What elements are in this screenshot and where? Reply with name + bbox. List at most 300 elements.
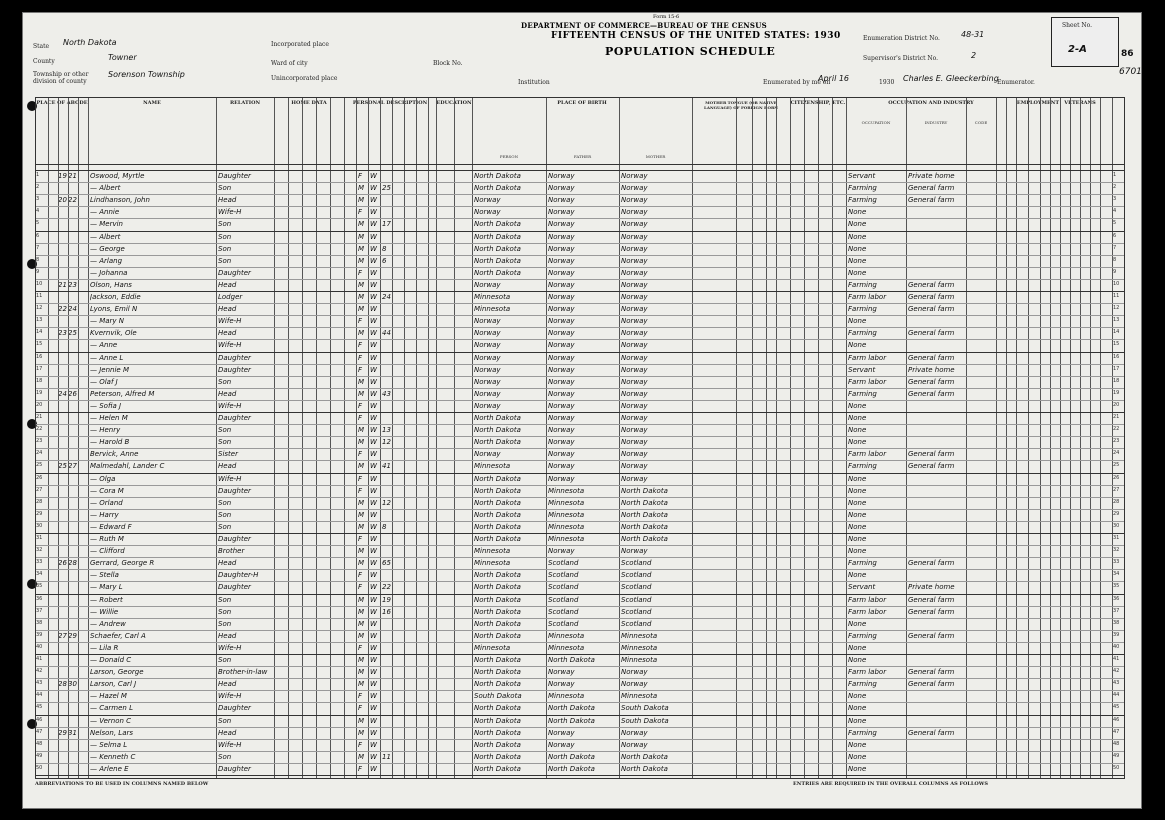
grid-column-line	[776, 98, 777, 778]
industry: General farm	[908, 389, 955, 398]
birthplace-person: North Dakota	[474, 522, 521, 531]
occupation: None	[848, 256, 867, 265]
birthplace-person: North Dakota	[474, 680, 521, 689]
birthplace-father: Norway	[548, 196, 575, 205]
birthplace-person: North Dakota	[474, 426, 521, 435]
grid-row-line	[36, 533, 1124, 534]
birthplace-person: Norway	[474, 196, 501, 205]
birthplace-father: Norway	[548, 353, 575, 362]
race: W	[370, 220, 377, 229]
birthplace-person: Norway	[474, 353, 501, 362]
race: W	[370, 680, 377, 689]
birthplace-mother: Norway	[621, 196, 648, 205]
birthplace-person: North Dakota	[474, 752, 521, 761]
race: W	[370, 208, 377, 217]
relation: Daughter	[218, 535, 251, 543]
group-education: EDUCATION	[436, 100, 472, 106]
grid-row-line	[36, 424, 1124, 425]
group-occupation: OCCUPATION AND INDUSTRY	[888, 100, 974, 106]
person-name: — Mary L	[90, 583, 123, 592]
grid-column-line	[906, 98, 907, 778]
person-name: — Mervin	[90, 220, 123, 229]
stamp-number: 86	[1121, 49, 1134, 59]
birthplace-father: Norway	[548, 414, 575, 422]
enum-date-value: April 16	[818, 74, 850, 83]
grid-column-line	[88, 98, 89, 778]
grid-row-line	[36, 412, 1124, 413]
relation: Daughter	[218, 172, 251, 180]
age: 8	[382, 522, 387, 531]
occupation: None	[848, 232, 867, 241]
grid-column-line	[996, 98, 997, 778]
race: W	[370, 752, 377, 761]
occupation: Farming	[848, 196, 877, 205]
relation: Son	[218, 438, 232, 447]
age: 17	[382, 220, 391, 229]
birthplace-person: South Dakota	[474, 692, 522, 701]
family-number: 30	[68, 680, 77, 689]
occupation: None	[848, 244, 867, 253]
birthplace-father: Norway	[548, 365, 575, 374]
birthplace-father: Norway	[548, 208, 575, 217]
birthplace-mother: South Dakota	[621, 716, 669, 725]
occupation: None	[848, 752, 867, 761]
occupation: None	[848, 510, 867, 519]
row-number: 25	[36, 462, 43, 469]
row-number: 16	[36, 353, 43, 360]
grid-row-line	[36, 739, 1124, 740]
sex: M	[358, 196, 365, 205]
subhdr-father: FATHER	[573, 154, 592, 159]
grid-column-line	[1060, 98, 1061, 778]
occupation: None	[848, 571, 867, 580]
grid-column-line	[1080, 98, 1081, 778]
dwelling-number: 22	[58, 305, 67, 314]
person-name: — Arlene E	[90, 764, 129, 773]
row-number: 33	[36, 559, 43, 566]
incorporated-label: Incorporated place	[271, 41, 329, 48]
subhdr-mother: MOTHER	[645, 154, 666, 159]
birthplace-person: North Dakota	[474, 414, 521, 422]
unincorporated-label: Unincorporated place	[271, 75, 338, 82]
relation: Head	[218, 728, 237, 737]
grid-row-line	[36, 606, 1124, 607]
row-number: 43	[36, 680, 43, 687]
sex: M	[358, 244, 365, 253]
grid-row-line	[36, 400, 1124, 401]
occupation: None	[848, 426, 867, 435]
sheet-value: 2-A	[1068, 44, 1087, 55]
group-home-data: HOME DATA	[291, 100, 327, 106]
sex: M	[358, 329, 365, 338]
group-place-of-abode: PLACE OF ABODE	[36, 100, 88, 106]
occupation: Farming	[848, 184, 877, 193]
birthplace-father: Norway	[548, 389, 575, 398]
birthplace-father: Minnesota	[548, 510, 585, 519]
person-name: — Johanna	[90, 268, 128, 277]
age: 12	[382, 498, 391, 507]
group-relation: RELATION	[229, 100, 261, 106]
dwelling-number: 25	[58, 462, 67, 471]
birthplace-mother: Scotland	[621, 571, 652, 580]
birthplace-father: Minnesota	[548, 522, 585, 531]
birthplace-person: North Dakota	[474, 184, 521, 193]
person-name: Peterson, Alfred M	[90, 389, 155, 398]
occupation: None	[848, 547, 867, 556]
race: W	[370, 474, 377, 483]
industry: General farm	[908, 353, 955, 362]
industry: General farm	[908, 595, 955, 604]
family-number: 22	[68, 196, 77, 205]
row-number-right: 25	[1113, 462, 1120, 469]
birthplace-mother: Norway	[621, 377, 648, 386]
birthplace-mother: Minnesota	[621, 656, 658, 664]
grid-row-line	[36, 339, 1124, 340]
industry: General farm	[908, 728, 955, 737]
group-name: NAME	[143, 100, 161, 106]
occupation: Servant	[848, 583, 876, 592]
grid-column-line	[1028, 98, 1029, 778]
race: W	[370, 401, 377, 410]
person-name: Schaefer, Carl A	[90, 631, 146, 640]
dwelling-number: 20	[58, 196, 67, 205]
race: W	[370, 764, 377, 773]
grid-column-line	[832, 98, 833, 778]
sex: M	[358, 559, 365, 568]
relation: Daughter	[218, 583, 251, 592]
birthplace-mother: Norway	[621, 256, 648, 265]
grid-column-line	[619, 98, 620, 778]
person-name: Kvernvik, Ole	[90, 329, 137, 338]
row-number-right: 21	[1113, 414, 1120, 420]
grid-row-line	[36, 448, 1124, 449]
age: 11	[382, 752, 391, 761]
race: W	[370, 692, 377, 701]
birthplace-father: Minnesota	[548, 631, 585, 640]
sex: F	[358, 341, 363, 350]
sex: M	[358, 522, 365, 531]
birthplace-mother: Norway	[621, 365, 648, 374]
race: W	[370, 293, 377, 301]
occupation: Servant	[848, 365, 876, 374]
relation: Daughter	[218, 704, 251, 713]
grid-row-line	[36, 460, 1124, 461]
occupation: Farming	[848, 680, 877, 689]
row-number-right: 4	[1113, 208, 1117, 215]
family-number: 28	[68, 559, 77, 568]
birthplace-mother: Norway	[621, 680, 648, 689]
industry: General farm	[908, 559, 955, 568]
relation: Brother	[218, 547, 245, 556]
row-number-right: 18	[1113, 377, 1120, 384]
sex: F	[358, 353, 363, 362]
dwelling-number: 26	[58, 559, 67, 568]
group-veterans: VETERANS	[1064, 100, 1096, 106]
row-number: 12	[36, 305, 43, 312]
row-number-right: 3	[1113, 196, 1117, 203]
person-name: — Arlang	[90, 256, 123, 265]
person-name: — Donald C	[90, 656, 132, 664]
occupation: None	[848, 643, 867, 652]
occupation: None	[848, 317, 867, 326]
birthplace-mother: Norway	[621, 728, 648, 737]
birthplace-person: North Dakota	[474, 220, 521, 229]
race: W	[370, 462, 377, 471]
race: W	[370, 450, 377, 459]
person-name: — Robert	[90, 595, 123, 604]
sex: F	[358, 643, 363, 652]
grid-column-line	[436, 98, 437, 778]
row-number: 50	[36, 764, 43, 771]
age: 41	[382, 462, 391, 471]
birthplace-person: North Dakota	[474, 583, 521, 592]
family-number: 25	[68, 329, 77, 338]
occupation: Farm labor	[848, 377, 887, 386]
birthplace-person: Norway	[474, 365, 501, 374]
row-number: 19	[36, 389, 43, 396]
occupation: Farming	[848, 462, 877, 471]
grid-row-line	[36, 594, 1124, 595]
birthplace-father: Scotland	[548, 559, 579, 568]
race: W	[370, 377, 377, 386]
race: W	[370, 172, 377, 180]
relation: Lodger	[218, 293, 243, 301]
birthplace-father: Norway	[548, 293, 575, 301]
row-number-right: 27	[1113, 486, 1120, 493]
grid-column-line	[1016, 98, 1017, 778]
person-name: — Albert	[90, 184, 121, 193]
birthplace-mother: Minnesota	[621, 643, 658, 652]
birthplace-person: North Dakota	[474, 486, 521, 495]
age: 19	[382, 595, 391, 604]
group-mother-tongue: MOTHER TONGUE (OR NATIVE LANGUAGE) OF FOREIGN BORN	[704, 100, 778, 110]
person-name: — Ruth M	[90, 535, 124, 543]
occupation: Farming	[848, 280, 877, 289]
person-name: — Edward F	[90, 522, 132, 531]
sex: M	[358, 498, 365, 507]
grid-row-line	[36, 206, 1124, 207]
grid-row-line	[36, 303, 1124, 304]
row-number: 26	[36, 474, 43, 481]
row-number-right: 31	[1113, 535, 1120, 541]
grid-row-line	[36, 751, 1124, 752]
sex: M	[358, 619, 365, 628]
occupation: Farm labor	[848, 607, 887, 616]
row-number-right: 50	[1113, 764, 1120, 771]
row-number-right: 15	[1113, 341, 1120, 348]
race: W	[370, 196, 377, 205]
relation: Son	[218, 426, 232, 435]
person-name: — Helen M	[90, 414, 128, 422]
relation: Daughter	[218, 414, 251, 422]
birthplace-father: North Dakota	[548, 752, 595, 761]
birthplace-father: Norway	[548, 220, 575, 229]
row-number-right: 46	[1113, 716, 1120, 723]
person-name: — Orland	[90, 498, 123, 507]
county-label: County	[33, 58, 55, 65]
grid-row-line	[36, 170, 1124, 171]
industry: General farm	[908, 329, 955, 338]
grid-column-line	[804, 98, 805, 778]
row-number-right: 29	[1113, 510, 1120, 517]
age: 24	[382, 293, 391, 301]
age: 22	[382, 583, 391, 592]
race: W	[370, 510, 377, 519]
person-name: Olson, Hans	[90, 280, 132, 289]
row-number: 7	[36, 244, 40, 251]
birthplace-father: Norway	[548, 280, 575, 289]
grid-row-line	[36, 569, 1124, 570]
birthplace-father: Norway	[548, 474, 575, 483]
relation: Wife-H	[218, 643, 242, 652]
race: W	[370, 184, 377, 193]
birthplace-mother: North Dakota	[621, 522, 668, 531]
sex: F	[358, 535, 363, 543]
person-name: — Willie	[90, 607, 119, 616]
occupation: None	[848, 438, 867, 447]
grid-column-line	[1070, 98, 1071, 778]
industry: General farm	[908, 293, 955, 301]
row-number-right: 10	[1113, 280, 1120, 287]
sex: M	[358, 680, 365, 689]
sex: M	[358, 256, 365, 265]
birthplace-person: North Dakota	[474, 728, 521, 737]
birthplace-mother: Norway	[621, 172, 648, 180]
birthplace-father: Norway	[548, 341, 575, 350]
grid-row-line	[36, 315, 1124, 316]
grid-row-line	[36, 642, 1124, 643]
row-number-right: 14	[1113, 329, 1120, 336]
person-name: — Mary N	[90, 317, 125, 326]
grid-column-line	[216, 98, 217, 778]
sheet-number-box	[1051, 17, 1119, 67]
sex: M	[358, 716, 365, 725]
race: W	[370, 232, 377, 241]
birthplace-mother: Scotland	[621, 607, 652, 616]
row-number: 6	[36, 232, 40, 239]
birthplace-person: North Dakota	[474, 716, 521, 725]
row-number: 41	[36, 656, 43, 662]
birthplace-father: North Dakota	[548, 716, 595, 725]
state-label: State	[33, 43, 50, 50]
person-name: — Clifford	[90, 547, 125, 556]
sex: M	[358, 232, 365, 241]
occupation: None	[848, 268, 867, 277]
person-name: Larson, George	[90, 668, 144, 677]
birthplace-mother: Norway	[621, 668, 648, 677]
occupation: None	[848, 341, 867, 350]
occupation: None	[848, 498, 867, 507]
industry: Private home	[908, 172, 955, 180]
birthplace-father: Norway	[548, 401, 575, 410]
row-number: 17	[36, 365, 43, 372]
row-number: 28	[36, 498, 43, 505]
birthplace-father: Scotland	[548, 607, 579, 616]
person-name: Gerrard, George R	[90, 559, 155, 568]
row-number-right: 9	[1113, 268, 1117, 275]
birthplace-father: Norway	[548, 462, 575, 471]
row-number-right: 20	[1113, 401, 1120, 408]
sex: M	[358, 595, 365, 604]
row-number: 2	[36, 184, 40, 191]
enumerated-by-label: Enumerated by me on	[763, 79, 831, 86]
race: W	[370, 317, 377, 326]
birthplace-mother: Norway	[621, 293, 648, 301]
race: W	[370, 414, 377, 422]
occupation: Farming	[848, 728, 877, 737]
grid-column-line	[356, 98, 357, 778]
birthplace-person: Minnesota	[474, 293, 511, 301]
row-number: 9	[36, 268, 40, 275]
birthplace-mother: Norway	[621, 450, 648, 459]
relation: Wife-H	[218, 474, 242, 483]
birthplace-mother: Norway	[621, 353, 648, 362]
occupation: Farm labor	[848, 450, 887, 459]
birthplace-father: Norway	[548, 426, 575, 435]
birthplace-father: Norway	[548, 377, 575, 386]
grid-column-line	[344, 98, 345, 778]
birthplace-person: Norway	[474, 389, 501, 398]
birthplace-father: Norway	[548, 680, 575, 689]
row-number-right: 12	[1113, 305, 1120, 312]
grid-row-line	[36, 545, 1124, 546]
birthplace-father: Minnesota	[548, 692, 585, 701]
person-name: — Olga	[90, 474, 116, 483]
sheet-no-label: Sheet No.	[1062, 22, 1093, 29]
birthplace-person: Norway	[474, 450, 501, 459]
grid-column-line	[48, 98, 49, 778]
relation: Head	[218, 559, 237, 568]
birthplace-person: North Dakota	[474, 256, 521, 265]
row-number-right: 41	[1113, 656, 1120, 662]
relation: Son	[218, 184, 232, 193]
sex: M	[358, 547, 365, 556]
birthplace-mother: Norway	[621, 280, 648, 289]
grid-row-line	[36, 654, 1124, 655]
dwelling-number: 23	[58, 329, 67, 338]
grid-column-line	[472, 98, 473, 778]
subhdr-occupation: OCCUPATION	[861, 120, 891, 125]
relation: Sister	[218, 450, 238, 459]
row-number-right: 30	[1113, 522, 1120, 529]
birthplace-person: North Dakota	[474, 656, 521, 664]
race: W	[370, 522, 377, 531]
birthplace-mother: Norway	[621, 317, 648, 326]
grid-column-line	[454, 98, 455, 778]
race: W	[370, 583, 377, 592]
schedule-title: POPULATION SCHEDULE	[605, 45, 776, 58]
person-name: Oswood, Myrtle	[90, 172, 145, 180]
birthplace-father: Norway	[548, 172, 575, 180]
grid-column-line	[404, 98, 405, 778]
row-number-right: 7	[1113, 244, 1117, 251]
row-number-right: 42	[1113, 668, 1120, 675]
sex: F	[358, 208, 363, 217]
birthplace-father: Norway	[548, 329, 575, 338]
relation: Son	[218, 716, 232, 725]
grid-column-line	[818, 98, 819, 778]
birthplace-mother: North Dakota	[621, 752, 668, 761]
relation: Head	[218, 680, 237, 689]
sex: M	[358, 510, 365, 519]
row-number: 37	[36, 607, 43, 614]
birthplace-father: Norway	[548, 256, 575, 265]
occupation: None	[848, 414, 867, 422]
relation: Son	[218, 256, 232, 265]
race: W	[370, 740, 377, 749]
person-name: — Lila R	[90, 643, 119, 652]
row-number: 8	[36, 256, 40, 263]
